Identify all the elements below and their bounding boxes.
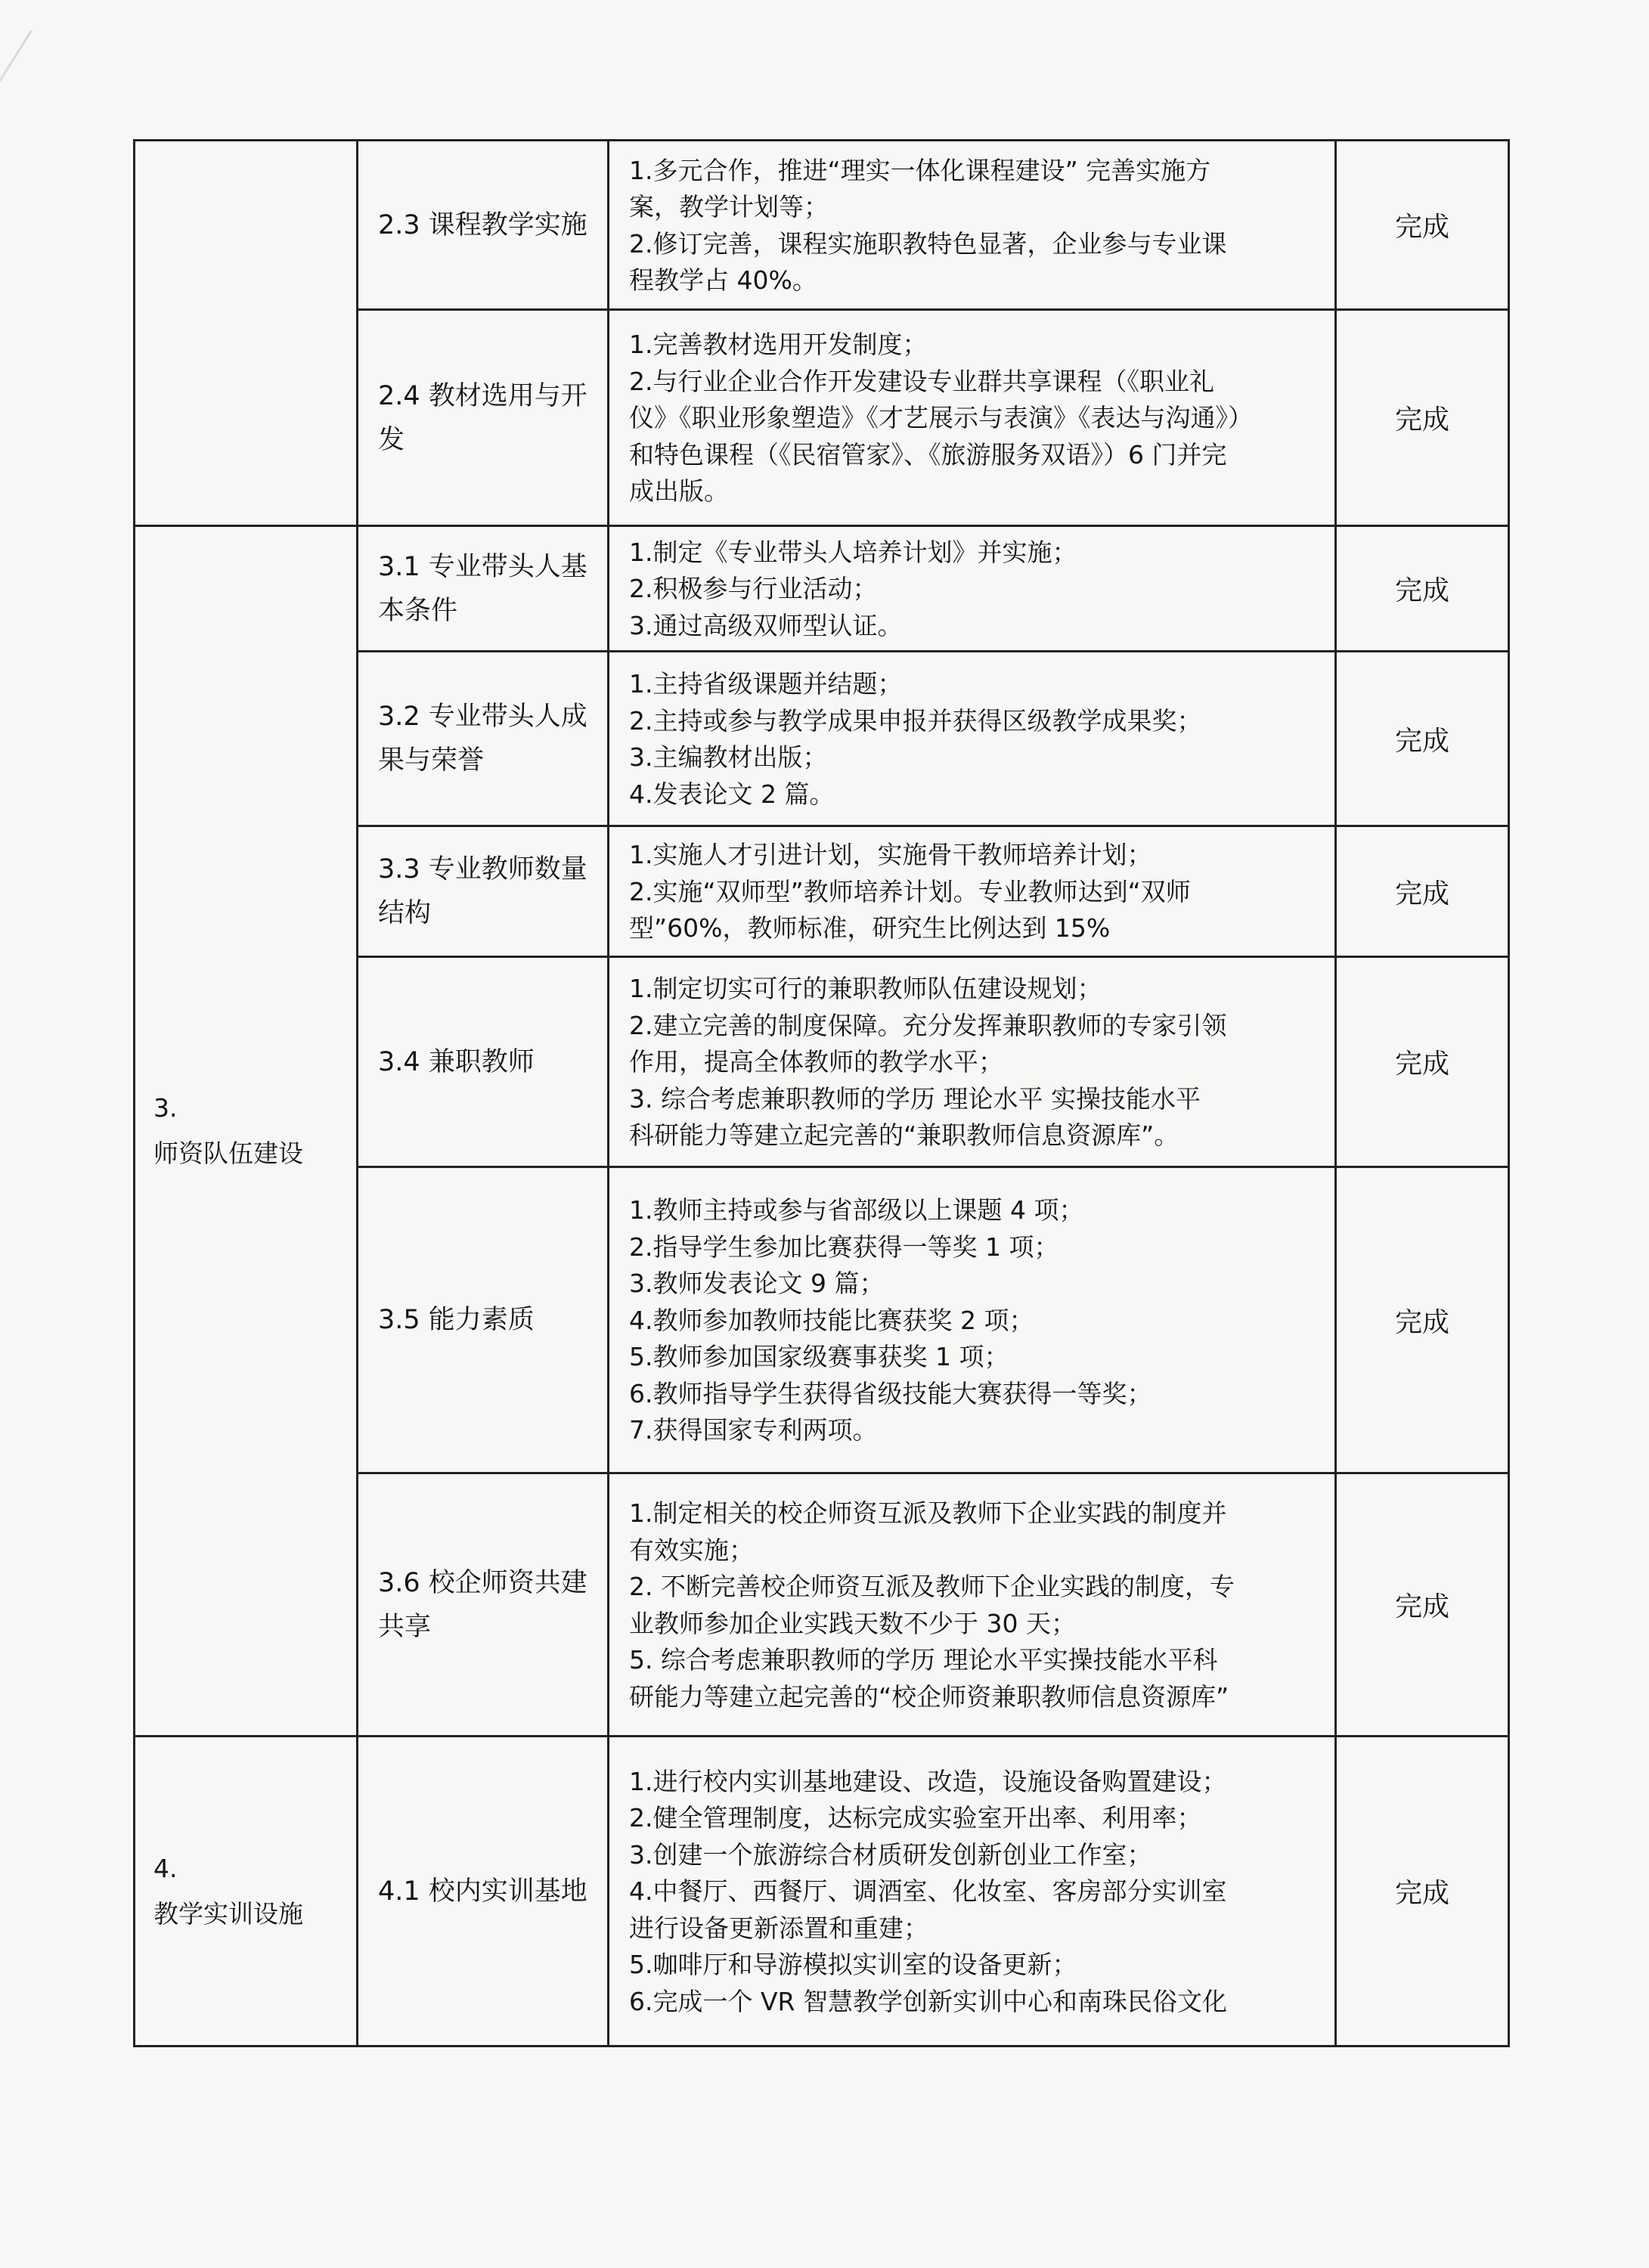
content-line: 2.健全管理制度，达标完成实验室开出率、利用率； bbox=[629, 1803, 1202, 1833]
content-cell bbox=[609, 826, 1336, 957]
content-line: 3.通过高级双师型认证。 bbox=[629, 610, 903, 640]
table-row bbox=[135, 1737, 1509, 2046]
content-line: 2.建立完善的制度保障。充分发挥兼职教师的专家引领 bbox=[629, 1010, 1227, 1040]
content-line: 2.实施“双师型”教师培养计划。专业教师达到“双师 bbox=[629, 876, 1191, 906]
content-line: 4.发表论文 2 篇。 bbox=[629, 779, 835, 809]
category-number: 4. bbox=[153, 1853, 178, 1883]
subitem-cell bbox=[358, 1737, 609, 2046]
subitem-label: 3.2 专业带头人成果与荣誉 bbox=[378, 702, 587, 776]
status-cell bbox=[1336, 1167, 1509, 1473]
content-line: 6.教师指导学生获得省级技能大赛获得一等奖； bbox=[629, 1378, 1152, 1408]
status-cell bbox=[1336, 141, 1509, 310]
content-line: 成出版。 bbox=[629, 476, 729, 507]
content-line: 1.实施人才引进计划，实施骨干教师培养计划； bbox=[629, 840, 1152, 870]
content-line: 4.中餐厅、西餐厅、调酒室、化妆室、客房部分实训室 bbox=[629, 1876, 1227, 1907]
subitem-cell bbox=[358, 1473, 609, 1737]
content-line: 案，教学计划等； bbox=[629, 192, 829, 222]
status-text: 完成 bbox=[1394, 212, 1449, 243]
content-line: 1.制定切实可行的兼职教师队伍建设规划； bbox=[629, 974, 1102, 1004]
content-line: 3.教师发表论文 9 篇； bbox=[629, 1269, 885, 1299]
content-line: 2.主持或参与教学成果申报并获得区级教学成果奖； bbox=[629, 705, 1202, 736]
subitem-cell bbox=[358, 826, 609, 957]
subitem-cell bbox=[358, 141, 609, 310]
subitem-label: 3.5 能力素质 bbox=[378, 1305, 535, 1335]
content-line: 有效实施； bbox=[629, 1535, 754, 1565]
subitem-cell bbox=[358, 310, 609, 526]
subitem-label: 4.1 校内实训基地 bbox=[378, 1876, 587, 1907]
content-line: 6.完成一个 VR 智慧教学创新实训中心和南珠民俗文化 bbox=[629, 1986, 1227, 2016]
status-cell bbox=[1336, 526, 1509, 652]
content-cell bbox=[609, 526, 1336, 652]
subitem-cell bbox=[358, 1167, 609, 1473]
content-line: 2.与行业企业合作开发建设专业群共享课程（《职业礼 bbox=[629, 366, 1214, 396]
content-line: 和特色课程（《民宿管家》、《旅游服务双语》）6 门并完 bbox=[629, 439, 1227, 469]
subitem-label: 2.4 教材选用与开发 bbox=[378, 380, 587, 455]
content-line: 4.教师参加教师技能比赛获奖 2 项； bbox=[629, 1305, 1034, 1335]
content-line: 1.制定《专业带头人培养计划》并实施； bbox=[629, 537, 1077, 567]
table-row bbox=[135, 526, 1509, 652]
status-text: 完成 bbox=[1394, 1591, 1449, 1622]
status-text: 完成 bbox=[1394, 1306, 1449, 1338]
subitem-label: 3.6 校企师资共建共享 bbox=[378, 1567, 587, 1642]
content-cell bbox=[609, 957, 1336, 1167]
subitem-cell bbox=[358, 957, 609, 1167]
content-line: 研能力等建立起完善的“校企师资兼职教师信息资源库” bbox=[629, 1681, 1229, 1712]
content-line: 3.主编教材出版； bbox=[629, 742, 828, 772]
content-line: 仪》《职业形象塑造》《才艺展示与表演》《表达与沟通》） bbox=[629, 403, 1253, 433]
content-line: 7.获得国家专利两项。 bbox=[629, 1415, 878, 1445]
content-line: 进行设备更新添置和重建； bbox=[629, 1913, 928, 1943]
content-line: 1.完善教材选用开发制度； bbox=[629, 330, 928, 360]
status-cell bbox=[1336, 1473, 1509, 1737]
content-line: 3. 综合考虑兼职教师的学历 理论水平 实操技能水平 bbox=[629, 1083, 1201, 1114]
content-line: 1.教师主持或参与省部级以上课题 4 项； bbox=[629, 1195, 1084, 1225]
category-name: 教学实训设施 bbox=[153, 1898, 303, 1929]
status-cell bbox=[1336, 957, 1509, 1167]
content-line: 程教学占 40%。 bbox=[629, 265, 817, 295]
content-line: 3.创建一个旅游综合材质研发创新创业工作室； bbox=[629, 1839, 1152, 1870]
content-line: 作用，提高全体教师的教学水平； bbox=[629, 1047, 1003, 1077]
content-cell bbox=[609, 310, 1336, 526]
content-line: 5.教师参加国家级赛事获奖 1 项； bbox=[629, 1342, 1009, 1372]
status-cell bbox=[1336, 652, 1509, 826]
content-cell bbox=[609, 141, 1336, 310]
subitem-label: 2.3 课程教学实施 bbox=[378, 209, 587, 240]
subitem-label: 3.1 专业带头人基本条件 bbox=[378, 551, 587, 626]
category-cell-blank bbox=[135, 141, 358, 526]
content-line: 1.多元合作，推进“理实一体化课程建设” 完善实施方 bbox=[629, 155, 1211, 185]
status-cell bbox=[1336, 1737, 1509, 2046]
status-text: 完成 bbox=[1394, 575, 1449, 606]
content-cell bbox=[609, 1737, 1336, 2046]
content-line: 型”60%，教师标准，研究生比例达到 15% bbox=[629, 913, 1111, 943]
content-line: 5. 综合考虑兼职教师的学历 理论水平实操技能水平科 bbox=[629, 1645, 1218, 1675]
content-line: 2.修订完善，课程实施职教特色显著，企业参与专业课 bbox=[629, 228, 1227, 259]
content-cell bbox=[609, 652, 1336, 826]
category-name: 师资队伍建设 bbox=[153, 1139, 303, 1168]
content-cell bbox=[609, 1167, 1336, 1473]
status-text: 完成 bbox=[1394, 1878, 1449, 1909]
subitem-label: 3.4 兼职教师 bbox=[378, 1046, 535, 1077]
content-line: 2. 不断完善校企师资互派及教师下企业实践的制度，专 bbox=[629, 1572, 1235, 1601]
table-row bbox=[135, 141, 1509, 310]
content-cell bbox=[609, 1473, 1336, 1737]
subitem-cell bbox=[358, 526, 609, 652]
category-number: 3. bbox=[153, 1093, 178, 1123]
content-line: 5.咖啡厅和导游模拟实训室的设备更新； bbox=[629, 1950, 1077, 1980]
content-line: 1.制定相关的校企师资互派及教师下企业实践的制度并 bbox=[629, 1498, 1227, 1528]
status-text: 完成 bbox=[1394, 1049, 1449, 1080]
content-line: 2.指导学生参加比赛获得一等奖 1 项； bbox=[629, 1232, 1059, 1262]
construction-plan-table bbox=[133, 139, 1510, 2047]
scan-artifact bbox=[0, 30, 33, 198]
subitem-cell bbox=[358, 652, 609, 826]
content-line: 1.主持省级课题并结题； bbox=[629, 669, 903, 699]
status-text: 完成 bbox=[1394, 878, 1449, 909]
status-text: 完成 bbox=[1394, 725, 1449, 757]
status-cell bbox=[1336, 310, 1509, 526]
content-line: 业教师参加企业实践天数不少于 30 天； bbox=[629, 1608, 1076, 1638]
category-cell bbox=[135, 526, 358, 1737]
content-line: 1.进行校内实训基地建设、改造，设施设备购置建设； bbox=[629, 1766, 1227, 1796]
content-line: 2.积极参与行业活动； bbox=[629, 574, 878, 604]
status-cell bbox=[1336, 826, 1509, 957]
subitem-label: 3.3 专业教师数量结构 bbox=[378, 854, 587, 928]
status-text: 完成 bbox=[1394, 404, 1449, 435]
category-cell bbox=[135, 1737, 358, 2046]
content-line: 科研能力等建立起完善的“兼职教师信息资源库”。 bbox=[629, 1120, 1179, 1151]
